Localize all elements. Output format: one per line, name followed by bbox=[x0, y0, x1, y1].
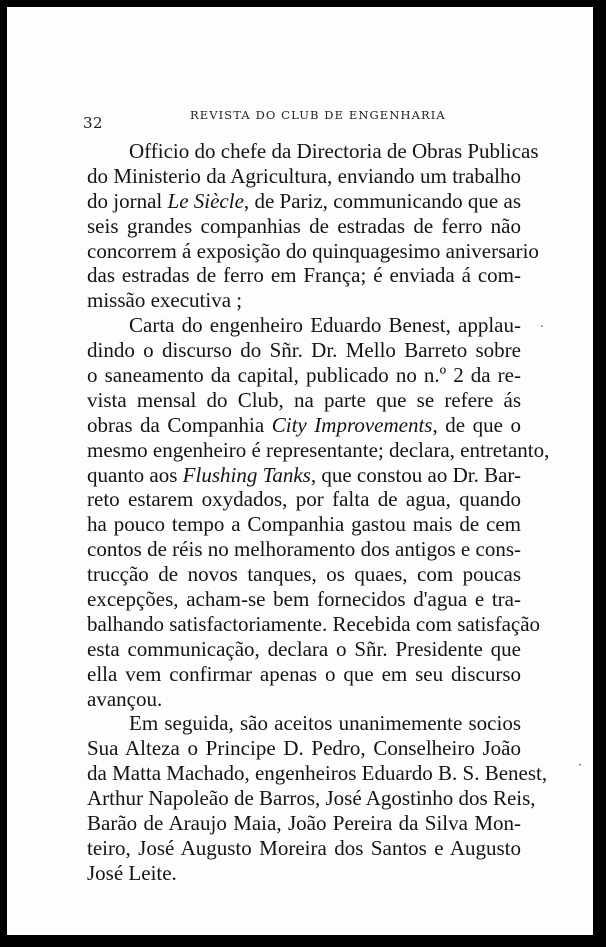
text-line: ha pouco tempo a Companhia gastou mais de cem bbox=[87, 512, 521, 537]
text-line: trucção de novos tanques, os quaes, com poucas bbox=[87, 562, 521, 587]
text-line: ella vem confirmar apenas o que em seu discurso bbox=[87, 661, 521, 686]
text-line: reto estarem oxydados, por falta de agua, quando bbox=[87, 487, 521, 512]
text-line: missão executiva ; bbox=[87, 288, 243, 313]
page-header bbox=[83, 106, 519, 130]
text-line: Carta do engenheiro Eduardo Benest, applau- bbox=[129, 313, 521, 338]
text-line: mesmo engenheiro é representante; declara, entretanto, bbox=[87, 437, 550, 462]
paragraph-socios bbox=[87, 711, 548, 885]
text-line: teiro, José Augusto Moreira dos Santos e Augusto bbox=[87, 835, 521, 860]
text-line: Arthur Napoleão de Barros, José Agostinho dos Reis, bbox=[87, 786, 536, 811]
text-line: Officio do chefe da Directoria de Obras Publicas bbox=[129, 139, 539, 163]
paragraph-officio bbox=[87, 139, 539, 313]
text-line: vista mensal do Club, na parte que se refere ás bbox=[87, 387, 521, 412]
page-number: 32 bbox=[83, 114, 104, 132]
text-line: do Ministerio da Agricultura, enviando um trabalho bbox=[87, 163, 521, 188]
text-line: quanto aos Flushing Tanks, que constou ao Dr. Bar- bbox=[87, 462, 521, 487]
text-line: José Leite. bbox=[87, 860, 177, 885]
paragraph-carta bbox=[87, 313, 550, 711]
text-line: esta communicação, declara o Sñr. Presidente que bbox=[87, 636, 521, 661]
text-line: seis grandes companhias de estradas de ferro não bbox=[87, 213, 521, 238]
text-line: da Matta Machado, engenheiros Eduardo B. S. Benest, bbox=[87, 761, 548, 786]
margin-mark: . bbox=[540, 316, 544, 330]
text-line: concorrem á exposição do quinquagesimo aniversario bbox=[87, 238, 539, 263]
text-line: contos de réis no melhoramento dos antigos e cons- bbox=[87, 537, 521, 562]
text-line: Sua Alteza o Principe D. Pedro, Conselheiro João bbox=[87, 736, 521, 761]
text-line: o saneamento da capital, publicado no n.º 2 da re- bbox=[87, 363, 521, 388]
text-line: avançou. bbox=[87, 686, 163, 711]
text-line: Barão de Araujo Maia, João Pereira da Silva Mon- bbox=[87, 811, 521, 836]
body-text bbox=[87, 139, 550, 886]
text-line: das estradas de ferro em França; é enviada á com- bbox=[87, 263, 521, 288]
text-line: balhando satisfactoriamente. Recebida com satisfação bbox=[87, 611, 541, 636]
running-title: REVISTA DO CLUB DE ENGENHARIA bbox=[190, 108, 446, 122]
text-line: excepções, acham-se bem fornecidos d'agua e tra- bbox=[87, 587, 521, 612]
text-line: Em seguida, são aceitos unanimemente socios bbox=[129, 711, 521, 736]
text-line: do jornal Le Siècle, de Pariz, communicando que as bbox=[87, 188, 521, 213]
text-line: obras da Companhia City Improvements, de que o bbox=[87, 412, 521, 437]
margin-mark: · bbox=[578, 758, 582, 772]
text-line: dindo o discurso do Sñr. Dr. Mello Barreto sobre bbox=[87, 338, 521, 363]
